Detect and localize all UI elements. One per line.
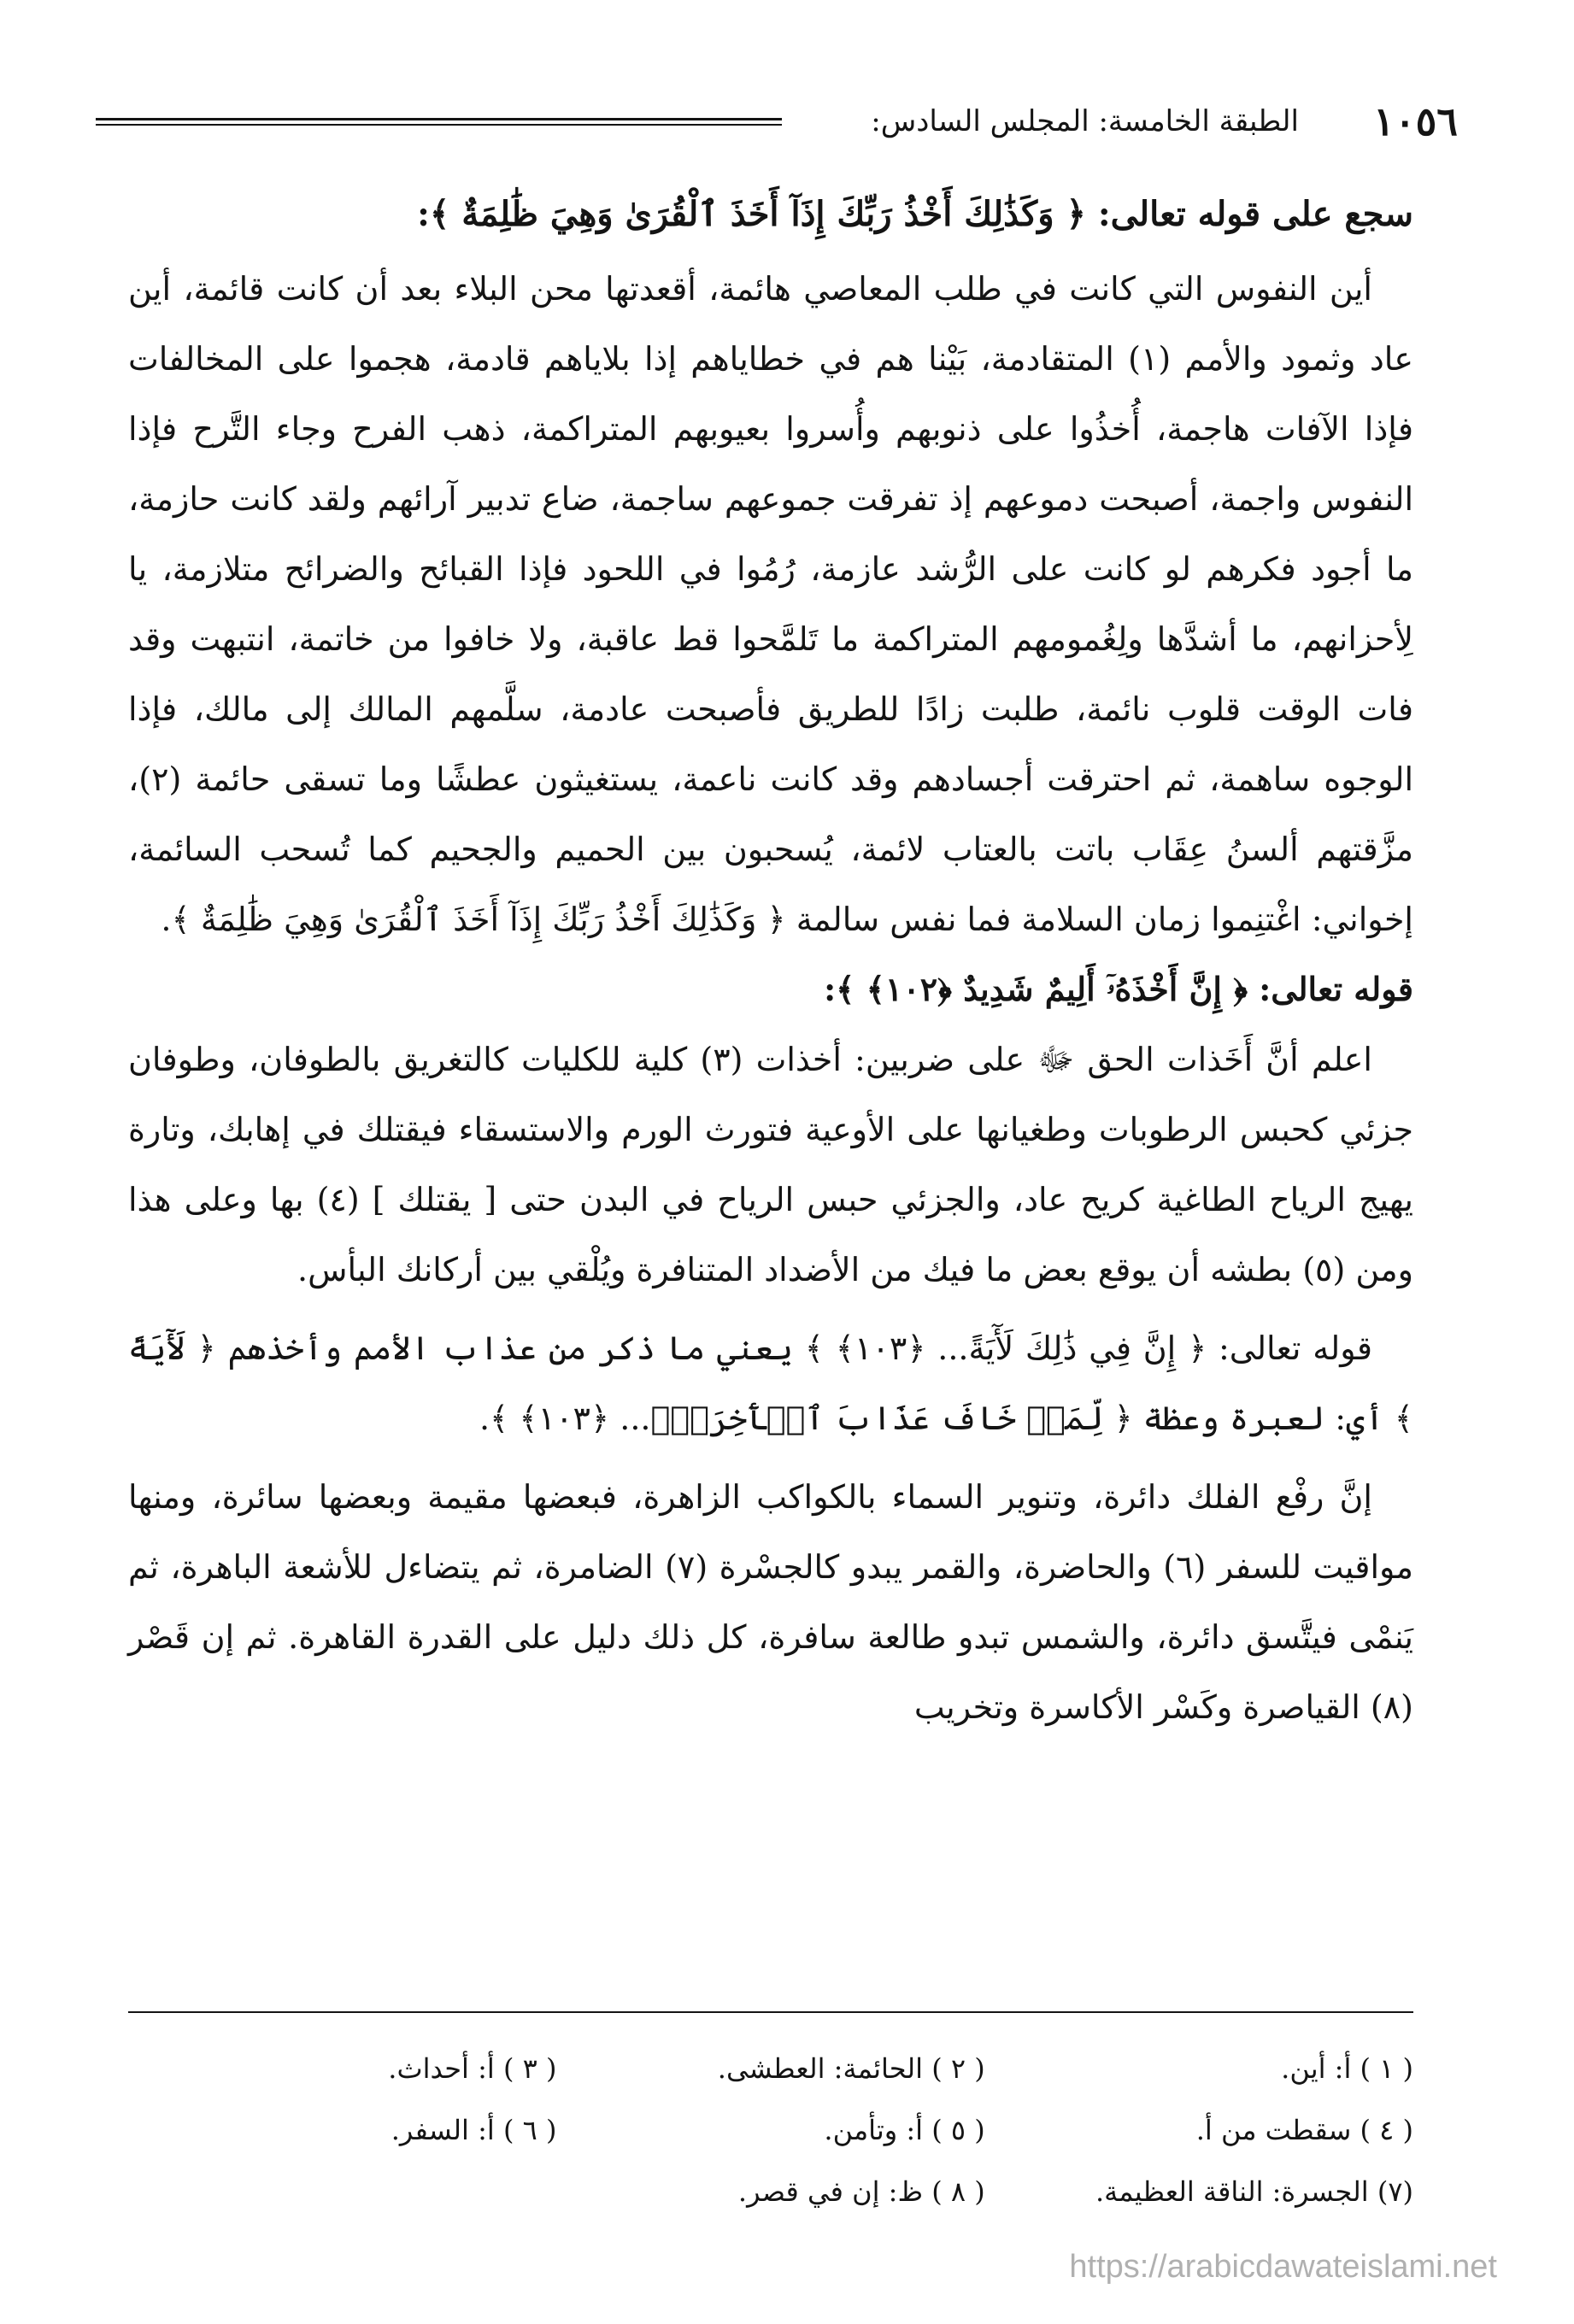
footnotes [128, 2038, 1413, 2222]
footnote-5: ( ٥ ) أ: وتأمن. [824, 2114, 985, 2146]
footnote-row [128, 2099, 1413, 2161]
footnote-6: ( ٦ ) أ: السفر. [391, 2114, 557, 2146]
footnote-row [128, 2038, 1413, 2099]
paragraph-falak: إنَّ رفْع الفلك دائرة، وتنوير السماء بالكواكب الزاهرة، فبعضها مقيمة وبعضها سائرة، ومنها مواقيت للسفر (٦) والحاضرة، والقمر يبدو كالجسْرة (٧) الضامرة، ثم يتضاءل للأشعة الباهرة، ثم يَنمْى فيتَّسق دائرة، والشمس تبدو طالعة سافرة، كل ذلك دليل على القدرة القاهرة. ثم إن قَصْر (٨) القياصرة وكَسْر الأكاسرة وتخريب [128, 1478, 1414, 1726]
paragraph-gap [128, 1305, 1413, 1313]
page-number: ١٠٥٦ [1373, 98, 1458, 144]
footnote-2: ( ٢ ) الحائمة: العطشى. [717, 2052, 985, 2085]
header-double-rule [96, 118, 782, 126]
paragraph-akhdh: اعلم أنَّ أَخَذات الحق ﷻ على ضربين: أخذات (٣) كلية للكليات كالتغريق بالطوفان، وطوفان جزئي كحبس الرطوبات وطغيانها على الأوعية فتورث الورم والاستسقاء فيقتلك في إهابك، وتارة يهيج الرياح الطاغية كريح عاد، والجزئي حبس الرياح في البدن حتى [ يقتلك ] (٤) بها وعلى هذا ومن (٥) بطشه أن يوقع بعض ما فيك من الأضداد المتنافرة ويُلْقي بين أركانك البأس. [128, 1041, 1413, 1288]
section-heading-akhdh: قوله تعالى: ﴿ إِنَّ أَخْذَهُۥٓ أَلِيمٌ شَدِيدٌ ﴿١٠٢﴾ ﴾: [824, 970, 1413, 1008]
source-watermark: https://arabicdawateislami.net [1069, 2249, 1497, 2285]
footnote-row [128, 2161, 1413, 2222]
footnote-3: ( ٣ ) أ: أحداث. [388, 2052, 557, 2085]
running-title: الطبقة الخامسة: المجلس السادس: [871, 104, 1299, 138]
footnote-empty [128, 2161, 556, 2222]
footnote-separator [128, 2011, 1413, 2013]
footnote-4: ( ٤ ) سقطت من أ. [1195, 2114, 1413, 2146]
page-header [96, 96, 1478, 147]
paragraph-aya: قوله تعالى: ﴿ إِنَّ فِي ذَٰلِكَ لَأٓيَةً... ﴿١٠٣﴾ ﴾ يعني ما ذكر من عذاب الأمم وأخذهم ﴿ لَأٓيَةً ﴾ أي: لعبرة وعظة ﴿ لِّمَنۡ خَافَ عَذَابَ ٱلۡأٓخِرَةِۚ... ﴿١٠٣﴾ ﴾. [128, 1329, 1413, 1437]
section-heading-saj: سجع على قوله تعالى: ﴿ وَكَذَٰلِكَ أَخْذُ رَبِّكَ إِذَآ أَخَذَ ٱلْقُرَىٰ وَهِيَ ظَٰلِمَةٌ ﴾: [417, 194, 1413, 234]
paragraph-gap [128, 1453, 1413, 1462]
main-text [128, 175, 1413, 1742]
paragraph-saj: أين النفوس التي كانت في طلب المعاصي هائمة، أقعدتها محن البلاء بعد أن كانت قائمة، أين عاد وثمود والأمم (١) المتقادمة، بَيْنا هم في خطاياهم إذا بلاياهم قادمة، هجموا على المخالفات فإذا الآفات هاجمة، أُخذُوا على ذنوبهم وأُسروا بعيوبهم المتراكمة، ذهب الفرح وجاء التَّرح فإذا النفوس واجمة، أصبحت دموعهم إذ تفرقت جموعهم ساجمة، ضاع تدبير آرائهم ولقد كانت حازمة، ما أجود فكرهم لو كانت على الرُّشد عازمة، رُمُوا في اللحود فإذا القبائح والضرائح متلازمة، يا لِأحزانهم، ما أشدَّها ولِغُمومهم المتراكمة ما تَلمَّحوا قط عاقبة، ولا خافوا من خاتمة، انتبهت وقد فات الوقت قلوب نائمة، طلبت زادًا للطريق فأصبحت عادمة، سلَّمهم المالك إلى مالك، فإذا الوجوه ساهمة، ثم احترقت أجسادهم وقد كانت ناعمة، يستغيثون عطشًا وما تسقى حائمة (٢)، مزَّقتهم ألسنُ عِقَاب باتت بالعتاب لائمة، يُسحبون بين الحميم والجحيم كما تُسحب السائمة، إخواني: اغْتنِموا زمان السلامة فما نفس سالمة ﴿ وَكَذَٰلِكَ أَخْذُ رَبِّكَ إِذَآ أَخَذَ ٱلْقُرَىٰ وَهِيَ ظَٰلِمَةٌ ﴾. [128, 270, 1413, 938]
footnote-1: ( ١ ) أ: أين. [1281, 2052, 1413, 2085]
footnote-7: (٧) الجسرة: الناقة العظيمة. [1095, 2175, 1413, 2208]
footnote-8: ( ٨ ) ظ: إن في قصر. [737, 2175, 985, 2208]
